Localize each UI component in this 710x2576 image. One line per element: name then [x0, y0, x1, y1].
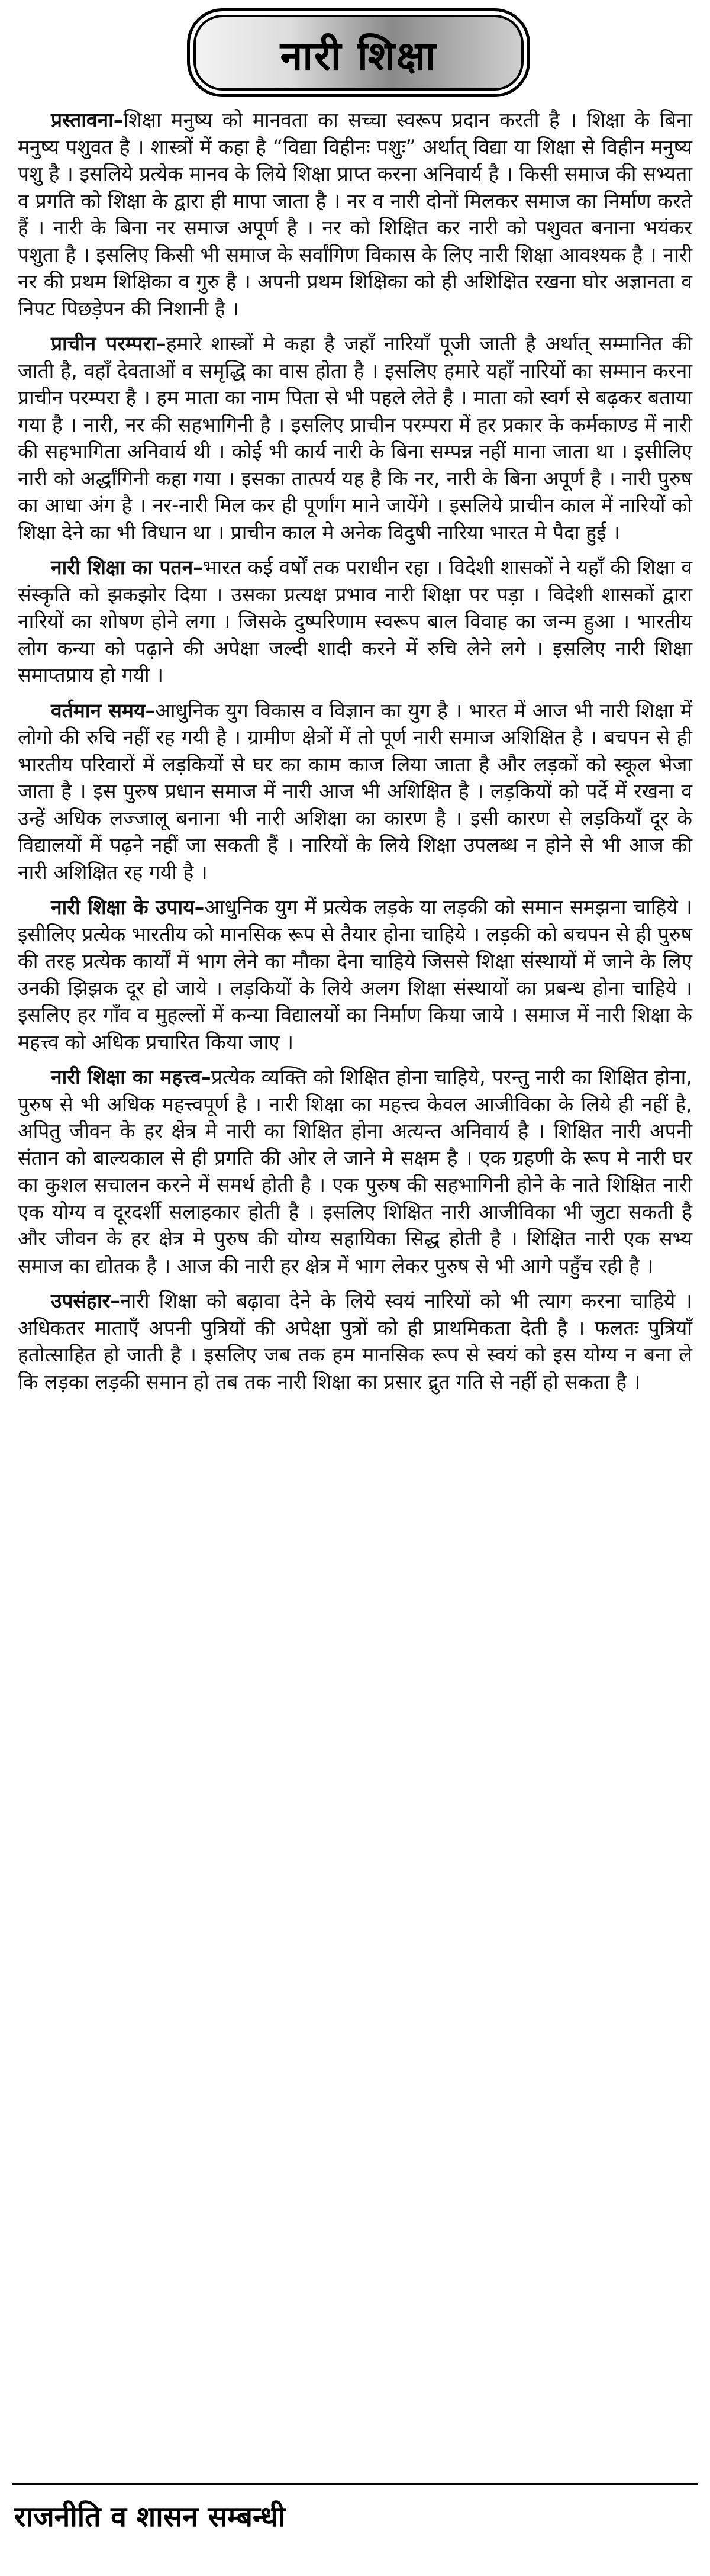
paragraph-present-time: [18, 697, 692, 886]
section-divider: [12, 2483, 698, 2485]
paragraph-text: आधुनिक युग में प्रत्येक लड़के या लड़की को समान समझना चाहिये । इसीलिए प्रत्येक भारतीय को मानसिक रूप से तैयार होना चाहिये । लड़की को बचपन से ही पुरुष की तरह प्रत्येक कार्यों में भाग लेने का मौका देना चाहिये जिससे शिक्षा संस्थायों में जाने के लिए उनकी झिझक दूर हो जाये । लड़कियों के लिये अलग शिक्षा संस्थायों का प्रबन्ध होना चाहिये । इसलिए हर गाँव व मुहल्लों में कन्या विद्यालयों का निर्माण किया जाये । समाज में नारी शिक्षा के महत्त्व को अधिक प्रचारित किया जाए ।: [18, 896, 692, 1054]
paragraph-text: भारत कई वर्षों तक पराधीन रहा । विदेशी शासकों ने यहाँ की शिक्षा व संस्कृति को झकझोर दिया । उसका प्रत्यक्ष प्रभाव नारी शिक्षा पर पड़ा । विदेशी शासकों द्वारा नारियों का शोषण होने लगा । जिसके दुष्परिणाम स्वरूप बाल विवाह का जन्म हुआ । भारतीय लोग कन्या को पढ़ाने की अपेक्षा जल्दी शादी करने में रुचि लेने लगे । इसलिए नारी शिक्षा समाप्तप्राय हो गयी ।: [18, 556, 692, 687]
paragraph-text: नारी शिक्षा को बढ़ावा देने के लिये स्वयं नारियों को भी त्याग करना चाहिये । अधिकतर माताएँ अपनी पुत्रियों की अपेक्षा पुत्रों को ही प्राथमिकता देती है । फलतः पुत्रियाँ हतोत्साहित हो जाती है । इसलिए जब तक हम मानसिक रूप से स्वयं को इस योग्य न बना ले कि लड़का लड़की समान हो तब तक नारी शिक्षा का प्रसार द्रुत गति से नहीं हो सकता है ।: [18, 1289, 692, 1393]
paragraph-introduction: [18, 107, 692, 322]
paragraph-text: प्रत्येक व्यक्ति को शिक्षित होना चाहिये, परन्तु नारी का शिक्षित होना, पुरुष से भी अधिक महत्त्वपूर्ण है । नारी शिक्षा का महत्त्व केवल आजीविका के लिये ही नहीं है, अपितु जीवन के हर क्षेत्र मे नारी का शिक्षित होना अत्यन्त अनिवार्य है । शिक्षित नारी अपनी संतान को बाल्यकाल से ही प्रगति की ओर ले जाने मे सक्षम है । एक ग्रहणी के रूप मे नारी घर का कुशल सचालन करने में समर्थ होती है । एक पुरुष की सहभागिनी होने के नाते शिक्षित नारी एक योग्य व दूरदर्शी सलाहकार होती है । इसलिए शिक्षित नारी आजीविका भी जुटा सकती है और जीवन के हर क्षेत्र मे पुरुष की योग्य सहायिका सिद्ध होती है । शिक्षित नारी एक सभ्य समाज का द्योतक है । आज की नारी हर क्षेत्र में भाग लेकर पुरुष से भी आगे पहुँच रही है ।: [18, 1065, 692, 1277]
paragraph-text: आधुनिक युग विकास व विज्ञान का युग है । भारत में आज भी नारी शिक्षा में लोगो की रुचि नहीं रह गयी है । ग्रामीण क्षेत्रों में तो पूर्ण नारी समाज अशिक्षित है । बचपन से ही भारतीय परिवारों में लड़कियों से घर का काम काज लिया जाता है और लड़कों को स्कूल भेजा जाता है । इस पुरुष प्रधान समाज में नारी आज भी अशिक्षित है । लड़कियों को पर्दे में रखना व उन्हें अधिक लज्जालू बनाना भी नारी अशिक्षा का कारण है । इसी कारण से लड़कियाँ दूर के विद्यालयों में पढ़ने नहीं जा सकती हैं । नारियों के लिये शिक्षा उपलब्ध न होने से भी आज की नारी अशिक्षित रह गयी है ।: [18, 698, 692, 884]
section-footer-heading: राजनीति व शासन सम्बन्धी: [14, 2500, 286, 2533]
paragraph-text: शिक्षा मनुष्य को मानवता का सच्चा स्वरूप प्रदान करती है । शिक्षा के बिना मनुष्य पशुवत है । शास्त्रों में कहा है “विद्या विहीनः पशुः” अर्थात् विद्या या शिक्षा से विहीन मनुष्य पशु है । इसलिये प्रत्येक मानव के लिये शिक्षा प्राप्त करना अनिवार्य है । किसी समाज की सभ्यता व प्रगति को शिक्षा के द्वारा ही मापा जाता है । नर व नारी दोनों मिलकर समाज का निर्माण करते हैं । नारी के बिना नर समाज अपूर्ण है । नर को शिक्षित कर नारी को पशुवत बनाना भयंकर पशुता है । इसलिए किसी भी समाज के सर्वांगिण विकास के लिए नारी शिक्षा आवश्यक है । नारी नर की प्रथम शिक्षिका व गुरु है । अपनी प्रथम शिक्षिका को ही अशिक्षित रखना घोर अज्ञानता व निपट पिछड़ेपन की निशानी है ।: [18, 108, 692, 320]
paragraph-heading: नारी शिक्षा का महत्त्व–: [51, 1065, 211, 1089]
paragraph-ancient-tradition: [18, 330, 692, 546]
paragraph-conclusion: [18, 1287, 692, 1395]
paragraph-remedies: [18, 894, 692, 1055]
paragraph-text: हमारे शास्त्रों मे कहा है जहाँ नारियाँ पूजी जाती है अर्थात् सम्मानित की जाती है, वहाँ देवताओं व समृद्धि का वास होता है । इसलिए हमारे यहाँ नारियों का सम्मान करना प्राचीन परम्परा है । हम माता का नाम पिता से भी पहले लेते है । माता को स्वर्ग से बढ़कर बताया गया है । नारी, नर की सहभागिनी है । इसलिए प्राचीन परम्परा में हर प्रकार के कर्मकाण्ड में नारी की सहभागिता अनिवार्य थी । कोई भी कार्य नारी के बिना सम्पन्न नहीं माना जाता था । इसीलिए नारी को अर्द्धांगिनी कहा गया । इसका तात्पर्य यह है कि नर, नारी के बिना अपूर्ण है । नारी पुरुष का आधा अंग है । नर-नारी मिल कर ही पूर्णांग माने जायेंगे । इसलिये प्राचीन काल में नारियों को शिक्षा देने का भी विधान था । प्राचीन काल मे अनेक विदुषी नारिया भारत मे पैदा हुई ।: [18, 332, 693, 544]
paragraph-heading: नारी शिक्षा का पतन–: [51, 556, 203, 579]
paragraph-heading: वर्तमान समय–: [51, 698, 156, 722]
paragraph-importance: [18, 1064, 692, 1279]
paragraph-heading: प्रस्तावना–: [51, 108, 124, 131]
paragraph-heading: नारी शिक्षा के उपाय–: [51, 896, 205, 919]
paragraph-decline: [18, 554, 692, 689]
paragraph-heading: प्राचीन परम्परा–: [51, 332, 166, 355]
paragraph-heading: उपसंहार–: [51, 1289, 120, 1312]
page-title: नारी शिक्षा: [280, 33, 437, 80]
essay-body: [18, 107, 692, 1403]
title-banner: [187, 8, 530, 97]
